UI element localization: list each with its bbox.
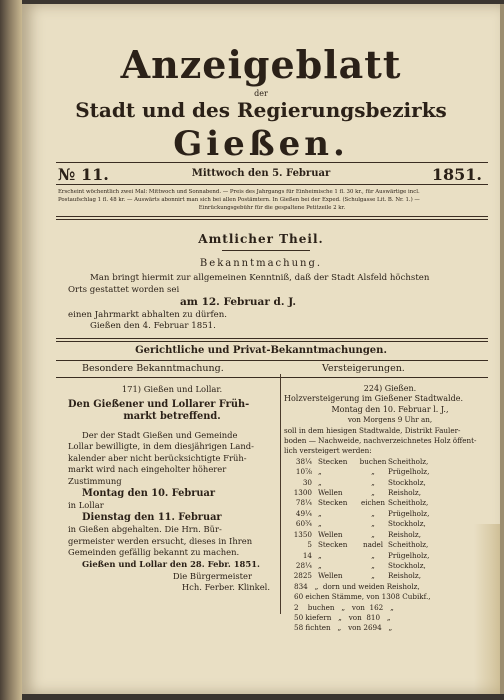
wood-cell-m: „ [371,467,375,477]
wood-row: 50 kiefern „ von 810 „ [294,612,391,622]
wood-row: 834 „ dorn und weiden Reisholz, [294,581,420,591]
wood-row [284,467,496,477]
wood-cell-m: „ [371,560,375,570]
wood-cell-q: 28¼ [295,560,312,570]
issue-year: 1851. [431,165,482,184]
wood-cell-q: 1350 [293,529,312,539]
rule-under-heads [56,377,488,378]
info-line: Einrückungsgebühr für die gespaltene Petitzeile 2 kr. [198,205,346,212]
item-text: soll in dem hiesigen Stadtwalde, Distrikt Fauler- [284,425,461,435]
wood-row [284,519,496,529]
wood-cell-s: Scheitholz, [388,540,429,550]
wood-cell-s: Prügelholz, [388,550,430,560]
wood-cell-m: „ [371,519,375,529]
issue-number: № 11. [58,165,109,184]
book-spine [0,0,22,700]
masthead-subtitle: Stadt und des Regierungsbezirks [75,98,447,122]
rule-short [222,250,310,251]
wood-cell-u: Stecken [318,498,348,508]
wood-cell-q: 49¼ [295,508,312,518]
issue-date: Mittwoch den 5. Februar [191,168,331,179]
wood-cell-q: 60¾ [295,519,312,529]
column-divider [280,374,281,614]
wood-cell-m: „ [371,571,375,581]
wood-cell-m: „ [371,488,375,498]
wood-cell-s: Stockholz, [388,477,426,487]
info-line: Postaufschlag 1 fl. 48 kr. — Auswärts abonnirt man sich bei allen Postämtern. In Gießen bei der Exped. (Schulgasse Lit. B. Nr. 1.) — [58,197,420,204]
item-date: Montag den 10. Februar l. J., [331,404,449,414]
wood-cell-q: 1300 [293,488,312,498]
wood-row [284,509,496,519]
wood-row [284,540,496,550]
item-text: Der der Stadt Gießen und Gemeinde [82,429,238,440]
item-text: lich versteigert werden: [284,446,372,456]
wood-cell-s: Stockholz, [388,560,426,570]
wood-list [284,457,496,582]
right-column [284,384,496,634]
item-text: in Lollar [68,500,104,511]
rule-issue [56,184,488,185]
announcement-title: Bekanntmachung. [199,258,323,269]
wood-cell-q: 14 [302,550,312,560]
wood-cell-m: „ [371,529,375,539]
item-text: boden — Nachweide, nachverzeichnetes Holz öffent- [284,436,477,446]
wood-row [284,530,496,540]
wood-cell-m: nadel [362,540,384,550]
wood-row [284,561,496,571]
item-bold-title: markt betreffend. [123,411,221,423]
info-line: Erscheint wöchentlich zwei Mal: Mittwoch und Sonnabend. — Preis des Jahrgangs für Einheimische 1 fl. 30 kr., für Auswärtige incl. [58,189,420,195]
wood-cell-q: 38¼ [295,456,312,466]
item-signature: Die Bürgermeister [172,570,252,581]
wood-cell-m: eichen [360,498,386,508]
announcement-date: am 12. Februar d. J. [180,296,297,308]
item-text: kalender aber nicht berücksichtigte Früh- [68,452,247,463]
page-stain [474,524,500,694]
item-text: Lollar bewilligte, in dem diesjährigen Land- [68,441,254,452]
wood-row [284,551,496,561]
wood-row [284,571,496,581]
rule-section [56,338,488,339]
wood-cell-u: Wellen [318,529,343,539]
rule-top [56,162,488,163]
wood-cell-m: „ [371,477,375,487]
wood-cell-q: 78¼ [295,498,312,508]
wood-cell-u: Stecken [318,540,348,550]
newspaper-page [22,4,500,694]
rule-section-double [56,341,488,342]
wood-cell-s: Scheitholz, [388,498,429,508]
wood-cell-u: „ [318,560,322,570]
subscription-info [58,188,486,213]
rule-info-double [56,219,488,220]
wood-cell-u: Wellen [318,488,343,498]
wood-cell-s: Stockholz, [388,519,426,529]
item-text: germeister werden ersucht, dieses in Ihren [68,535,253,546]
wood-row [284,488,496,498]
masthead-city: Gießen. [173,124,349,164]
right-column-head: Versteigerungen. [322,363,405,374]
wood-cell-u: „ [318,519,322,529]
wood-cell-u: „ [318,508,322,518]
wood-row: 58 fichten „ von 2694 „ [294,623,393,633]
wood-cell-u: „ [318,550,322,560]
item-text: Gemeinden gefällig bekannt zu machen. [68,547,240,558]
wood-cell-s: Prügelholz, [388,467,430,477]
item-text: Zustimmung [68,475,122,486]
item-date: Montag den 10. Februar [82,487,216,499]
masthead-title: Anzeigeblatt [120,42,402,87]
announcement-line: Gießen den 4. Februar 1851. [90,321,216,331]
rule-under-section [56,360,488,361]
wood-row: 2 buchen „ von 162 „ [294,602,394,612]
announcement-line: Man bringt hiermit zur allgemeinen Kenntniß, daß der Stadt Alsfeld höchsten [90,273,430,283]
wood-cell-m: „ [371,550,375,560]
wood-cell-m: buchen [359,456,387,466]
item-head: 171) Gießen und Lollar. [121,384,223,394]
page-edge [500,4,504,694]
wood-cell-q: 2825 [293,571,312,581]
wood-cell-s: Reisholz, [388,529,421,539]
private-section-title: Gerichtliche und Privat-Bekanntmachungen. [135,345,387,356]
wood-cell-u: Stecken [318,456,348,466]
wood-cell-m: „ [371,508,375,518]
wood-cell-q: 5 [307,540,312,550]
wood-row: 60 eichen Stämme, von 1308 Cubikf., [294,592,431,602]
masthead-der: der [254,89,268,98]
left-column [68,384,276,594]
wood-cell-s: Reisholz, [388,571,421,581]
item-text: von Morgens 9 Uhr an, [347,415,433,425]
wood-row [284,498,496,508]
rule-info [56,216,488,217]
item-text: Holzversteigerung im Gießener Stadtwalde. [284,394,463,404]
wood-row [284,478,496,488]
item-head: 224) Gießen. [363,384,417,393]
item-bold-title: Den Gießener und Lollarer Früh- [68,398,250,410]
wood-cell-q: 30 [302,477,312,487]
wood-cell-s: Reisholz, [388,488,421,498]
wood-cell-q: 10⅞ [295,467,312,477]
wood-row [284,457,496,467]
wood-cell-s: Scheitholz, [388,456,429,466]
item-signature: Hch. Ferber. Klinkel. [181,582,270,593]
item-date: Dienstag den 11. Februar [82,511,222,523]
item-sign-date: Gießen und Lollar den 28. Febr. 1851. [82,558,260,569]
item-text: in Gießen abgehalten. Die Hrn. Bür- [68,524,222,535]
left-column-head: Besondere Bekanntmachung. [82,363,224,374]
wood-cell-u: Wellen [318,571,343,581]
official-section-title: Amtlicher Theil. [198,232,324,246]
announcement-line: Orts gestattet worden sei [68,285,180,295]
wood-cell-u: „ [318,467,322,477]
item-text: markt wird nach eingeholter höherer [68,464,227,475]
wood-cell-s: Prügelholz, [388,508,430,518]
announcement-line: einen Jahrmarkt abhalten zu dürfen. [68,310,228,320]
wood-cell-u: „ [318,477,322,487]
